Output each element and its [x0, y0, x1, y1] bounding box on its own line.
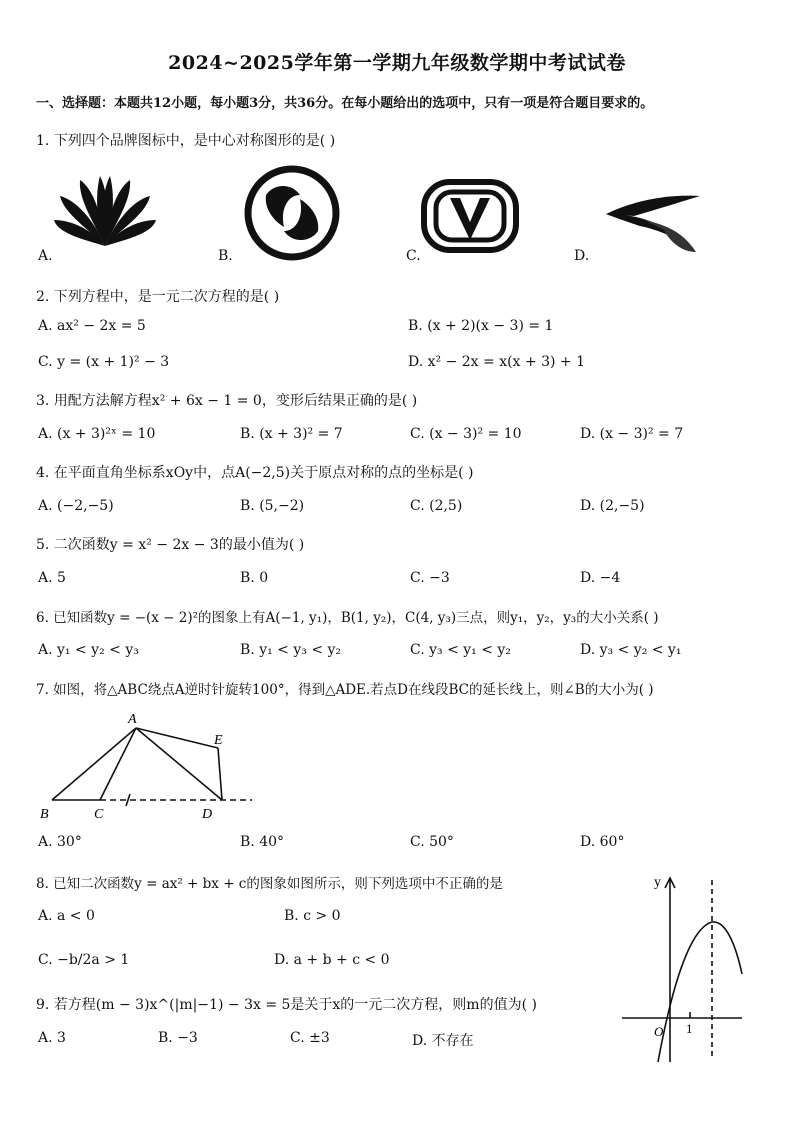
question-4-stem: 4. 在平面直角坐标系xOy中，点A(−2,5)关于原点对称的点的坐标是( ) — [36, 465, 474, 481]
q2-option-c: C. y = (x + 1)² − 3 — [38, 354, 170, 370]
q6-option-a: A. y₁ < y₂ < y₃ — [38, 642, 139, 658]
q5-option-a: A. 5 — [38, 570, 66, 586]
q2-option-b: B. (x + 2)(x − 3) = 1 — [408, 318, 554, 334]
q8-tick-one-label: 1 — [686, 1021, 693, 1036]
q9-option-a: A. 3 — [38, 1030, 66, 1046]
q5-option-b: B. 0 — [240, 570, 269, 586]
q6-option-c: C. y₃ < y₁ < y₂ — [410, 642, 511, 658]
logo-c-v-shield-icon — [420, 178, 520, 254]
section-heading: 一、选择题：本题共12小题，每小题3分，共36分。在每小题给出的选项中，只有一项是符合题目要求的。 — [36, 96, 654, 111]
q6-option-d: D. y₃ < y₂ < y₁ — [580, 642, 682, 658]
q8-option-c: C. −b/2a > 1 — [38, 952, 130, 968]
question-6-stem: 6. 已知函数y = −(x − 2)²的图象上有A(−1, y₁)，B(1, y₂)，C(4, y₃)三点，则y₁，y₂，y₃的大小关系( ) — [36, 610, 659, 626]
q3-option-a: A. (x + 3)²ˣ = 10 — [38, 426, 156, 442]
q3-option-c: C. (x − 3)² = 10 — [410, 426, 522, 442]
q8-parabola-graph — [620, 866, 760, 1066]
q7-label-a: A — [128, 712, 137, 727]
question-2-stem: 2. 下列方程中，是一元二次方程的是( ) — [36, 289, 280, 305]
q2-option-a: A. ax² − 2x = 5 — [38, 318, 146, 334]
q8-option-a: A. a < 0 — [38, 908, 95, 924]
q7-triangle-figure — [36, 708, 266, 824]
q7-option-d: D. 60° — [580, 834, 625, 850]
question-9-stem: 9. 若方程(m − 3)x^(|m|−1) − 3x = 5是关于x的一元二次方程，则m的值为( ) — [36, 997, 537, 1013]
page-title: 2024~2025学年第一学期九年级数学期中考试试卷 — [168, 52, 626, 74]
q8-option-b: B. c > 0 — [284, 908, 341, 924]
q7-label-e: E — [214, 733, 223, 748]
q4-option-b: B. (5,−2) — [240, 498, 305, 514]
q7-option-a: A. 30° — [38, 834, 82, 850]
q5-option-c: C. −3 — [410, 570, 450, 586]
q1-option-b-label: B. — [218, 248, 233, 264]
logo-d-wing-icon — [604, 190, 704, 260]
q4-option-a: A. (−2,−5) — [38, 498, 114, 514]
q3-option-b: B. (x + 3)² = 7 — [240, 426, 343, 442]
q4-option-d: D. (2,−5) — [580, 498, 645, 514]
question-5-stem: 5. 二次函数y = x² − 2x − 3的最小值为( ) — [36, 537, 305, 553]
q1-option-a-label: A. — [38, 248, 53, 264]
q9-option-b: B. −3 — [158, 1030, 198, 1046]
q7-option-b: B. 40° — [240, 834, 285, 850]
q9-option-d: D. 不存在 — [412, 1033, 474, 1049]
q7-option-c: C. 50° — [410, 834, 454, 850]
logo-a-petals-icon — [50, 168, 160, 258]
q8-option-d: D. a + b + c < 0 — [274, 952, 390, 968]
q4-option-c: C. (2,5) — [410, 498, 463, 514]
q6-option-b: B. y₁ < y₃ < y₂ — [240, 642, 342, 658]
q7-label-b: B — [40, 807, 49, 822]
question-1-stem: 1. 下列四个品牌图标中，是中心对称图形的是( ) — [36, 133, 336, 149]
question-7-stem: 7. 如图，将△ABC绕点A逆时针旋转100°，得到△ADE.若点D在线段BC的延长线上，则∠B的大小为( ) — [36, 682, 654, 698]
q8-axis-y-label: y — [654, 875, 661, 890]
question-8-stem: 8. 已知二次函数y = ax² + bx + c的图象如图所示，则下列选项中不正确的是 — [36, 876, 503, 892]
q7-label-c: C — [94, 807, 104, 822]
q9-option-c: C. ±3 — [290, 1030, 330, 1046]
q5-option-d: D. −4 — [580, 570, 621, 586]
q3-option-d: D. (x − 3)² = 7 — [580, 426, 684, 442]
question-3-stem: 3. 用配方法解方程x² + 6x − 1 = 0，变形后结果正确的是( ) — [36, 393, 418, 409]
q1-option-c-label: C. — [406, 248, 421, 264]
q2-option-d: D. x² − 2x = x(x + 3) + 1 — [408, 354, 585, 370]
q7-label-d: D — [202, 807, 213, 822]
q8-origin-label: O — [654, 1024, 664, 1039]
logo-b-swirl-icon — [244, 165, 340, 261]
q1-option-d-label: D. — [574, 248, 590, 264]
